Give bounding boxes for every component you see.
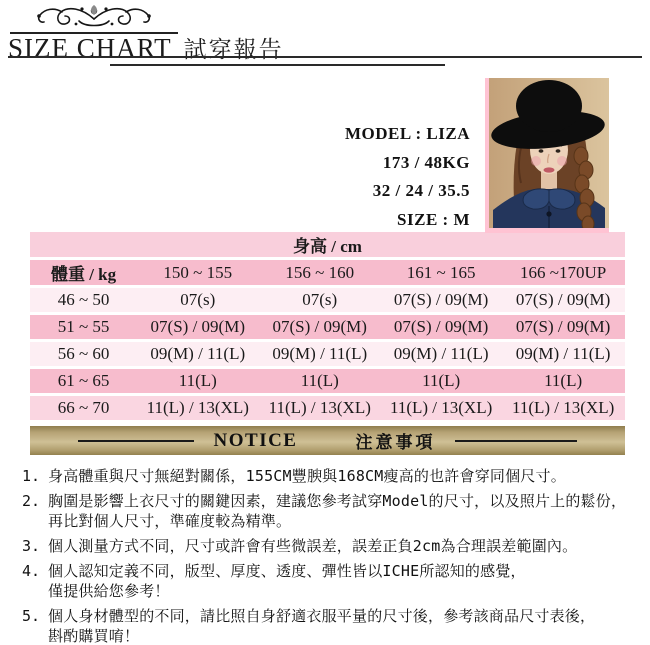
notice-label-en: NOTICE xyxy=(213,429,298,451)
size-cell: 07(S) / 09(M) xyxy=(381,315,501,339)
note-line: 身高體重與尺寸無絕對關係，155CM豐腴與168CM瘦高的也許會穿同個尺寸。 xyxy=(48,467,566,485)
model-measurements: 32 / 24 / 35.5 xyxy=(372,181,470,200)
size-cell: 07(S) / 09(M) xyxy=(381,288,501,312)
table-row xyxy=(30,315,625,339)
weight-range-cell: 51 ~ 55 xyxy=(30,315,137,339)
page-title xyxy=(8,31,284,64)
size-cell: 07(S) / 09(M) xyxy=(258,315,381,339)
note-text xyxy=(48,606,595,645)
model-photo-illustration xyxy=(489,78,609,228)
note-number: 1. xyxy=(22,467,41,485)
note-number: 3. xyxy=(22,537,41,555)
height-range-cell: 161 ~ 165 xyxy=(381,260,501,285)
title-rule xyxy=(8,56,642,58)
weight-range-cell: 46 ~ 50 xyxy=(30,288,137,312)
header-ornament xyxy=(10,3,178,34)
size-cell: 09(M) / 11(L) xyxy=(258,342,381,366)
weight-range-cell: 56 ~ 60 xyxy=(30,342,137,366)
weight-range-cell: 61 ~ 65 xyxy=(30,369,137,393)
note-line: 個人測量方式不同，尺寸或許會有些微誤差，誤差正負2cm為合理誤差範圍內。 xyxy=(48,537,578,555)
model-size: SIZE : M xyxy=(397,209,470,229)
height-header-cell: 身高 / cm xyxy=(30,232,625,257)
size-cell: 09(M) / 11(L) xyxy=(381,342,501,366)
size-cell: 11(L) xyxy=(381,369,501,393)
note-number: 2. xyxy=(22,492,41,510)
size-cell: 11(L) xyxy=(501,369,625,393)
notice-rule-right xyxy=(455,440,577,442)
size-cell: 07(S) / 09(M) xyxy=(501,288,625,312)
note-line: 個人身材體型的不同，請比照自身舒適衣服平量的尺寸後，參考該商品尺寸表後， xyxy=(48,607,596,625)
notice-bar xyxy=(30,426,625,455)
size-cell: 07(S) / 09(M) xyxy=(137,315,258,339)
size-cell: 07(s) xyxy=(258,288,381,312)
size-cell: 07(s) xyxy=(137,288,258,312)
size-cell: 11(L) xyxy=(258,369,381,393)
note-text xyxy=(48,536,577,556)
note-line: 胸圍是影響上衣尺寸的關鍵因素，建議您參考試穿Model的尺寸，以及照片上的鬆份， xyxy=(48,492,627,510)
table-span-header-row xyxy=(30,232,625,257)
model-photo xyxy=(485,78,609,233)
table-row xyxy=(30,396,625,420)
model-info xyxy=(345,120,470,234)
size-cell: 11(L) / 13(XL) xyxy=(137,396,258,420)
table-row xyxy=(30,288,625,312)
notice-label-zh: 注意事項 xyxy=(355,433,436,452)
note-text xyxy=(48,466,566,486)
note-line: 斟酌購買唷！ xyxy=(48,627,140,645)
size-cell: 09(M) / 11(L) xyxy=(501,342,625,366)
height-range-cell: 166 ~170UP xyxy=(501,260,625,285)
note-line: 再比對個人尺寸，準確度較為精準。 xyxy=(48,512,292,530)
model-name: MODEL : LIZA xyxy=(344,124,470,143)
size-cell: 11(L) / 13(XL) xyxy=(258,396,381,420)
page-title-zh: 試穿報告 xyxy=(183,37,284,62)
notes-list xyxy=(22,466,642,645)
size-table xyxy=(30,229,625,423)
size-cell: 11(L) xyxy=(137,369,258,393)
note-item xyxy=(22,491,642,531)
flourish-icon xyxy=(19,3,169,31)
note-line: 個人認知定義不同，版型、厚度、透度、彈性皆以ICHE所認知的感覺， xyxy=(48,562,526,580)
height-range-cell: 156 ~ 160 xyxy=(258,260,381,285)
size-cell: 07(S) / 09(M) xyxy=(501,315,625,339)
note-line: 僅提供給您參考！ xyxy=(48,582,170,600)
table-row xyxy=(30,342,625,366)
weight-header-cell: 體重 / kg xyxy=(30,260,137,285)
height-range-cell: 150 ~ 155 xyxy=(137,260,258,285)
notice-rule-left xyxy=(78,440,194,442)
note-text xyxy=(48,491,626,531)
note-item xyxy=(22,606,642,645)
size-cell: 11(L) / 13(XL) xyxy=(381,396,501,420)
note-number: 4. xyxy=(22,562,41,580)
note-number: 5. xyxy=(22,607,41,625)
note-item xyxy=(22,536,642,556)
size-cell: 09(M) / 11(L) xyxy=(137,342,258,366)
size-cell: 11(L) / 13(XL) xyxy=(501,396,625,420)
page-title-en: SIZE CHART xyxy=(8,33,172,63)
table-row xyxy=(30,369,625,393)
note-text xyxy=(48,561,526,601)
model-height-weight: 173 / 48KG xyxy=(382,152,470,172)
weight-range-cell: 66 ~ 70 xyxy=(30,396,137,420)
title-rule-secondary xyxy=(110,64,445,66)
table-column-header-row xyxy=(30,260,625,285)
note-item xyxy=(22,561,642,601)
note-item xyxy=(22,466,642,486)
